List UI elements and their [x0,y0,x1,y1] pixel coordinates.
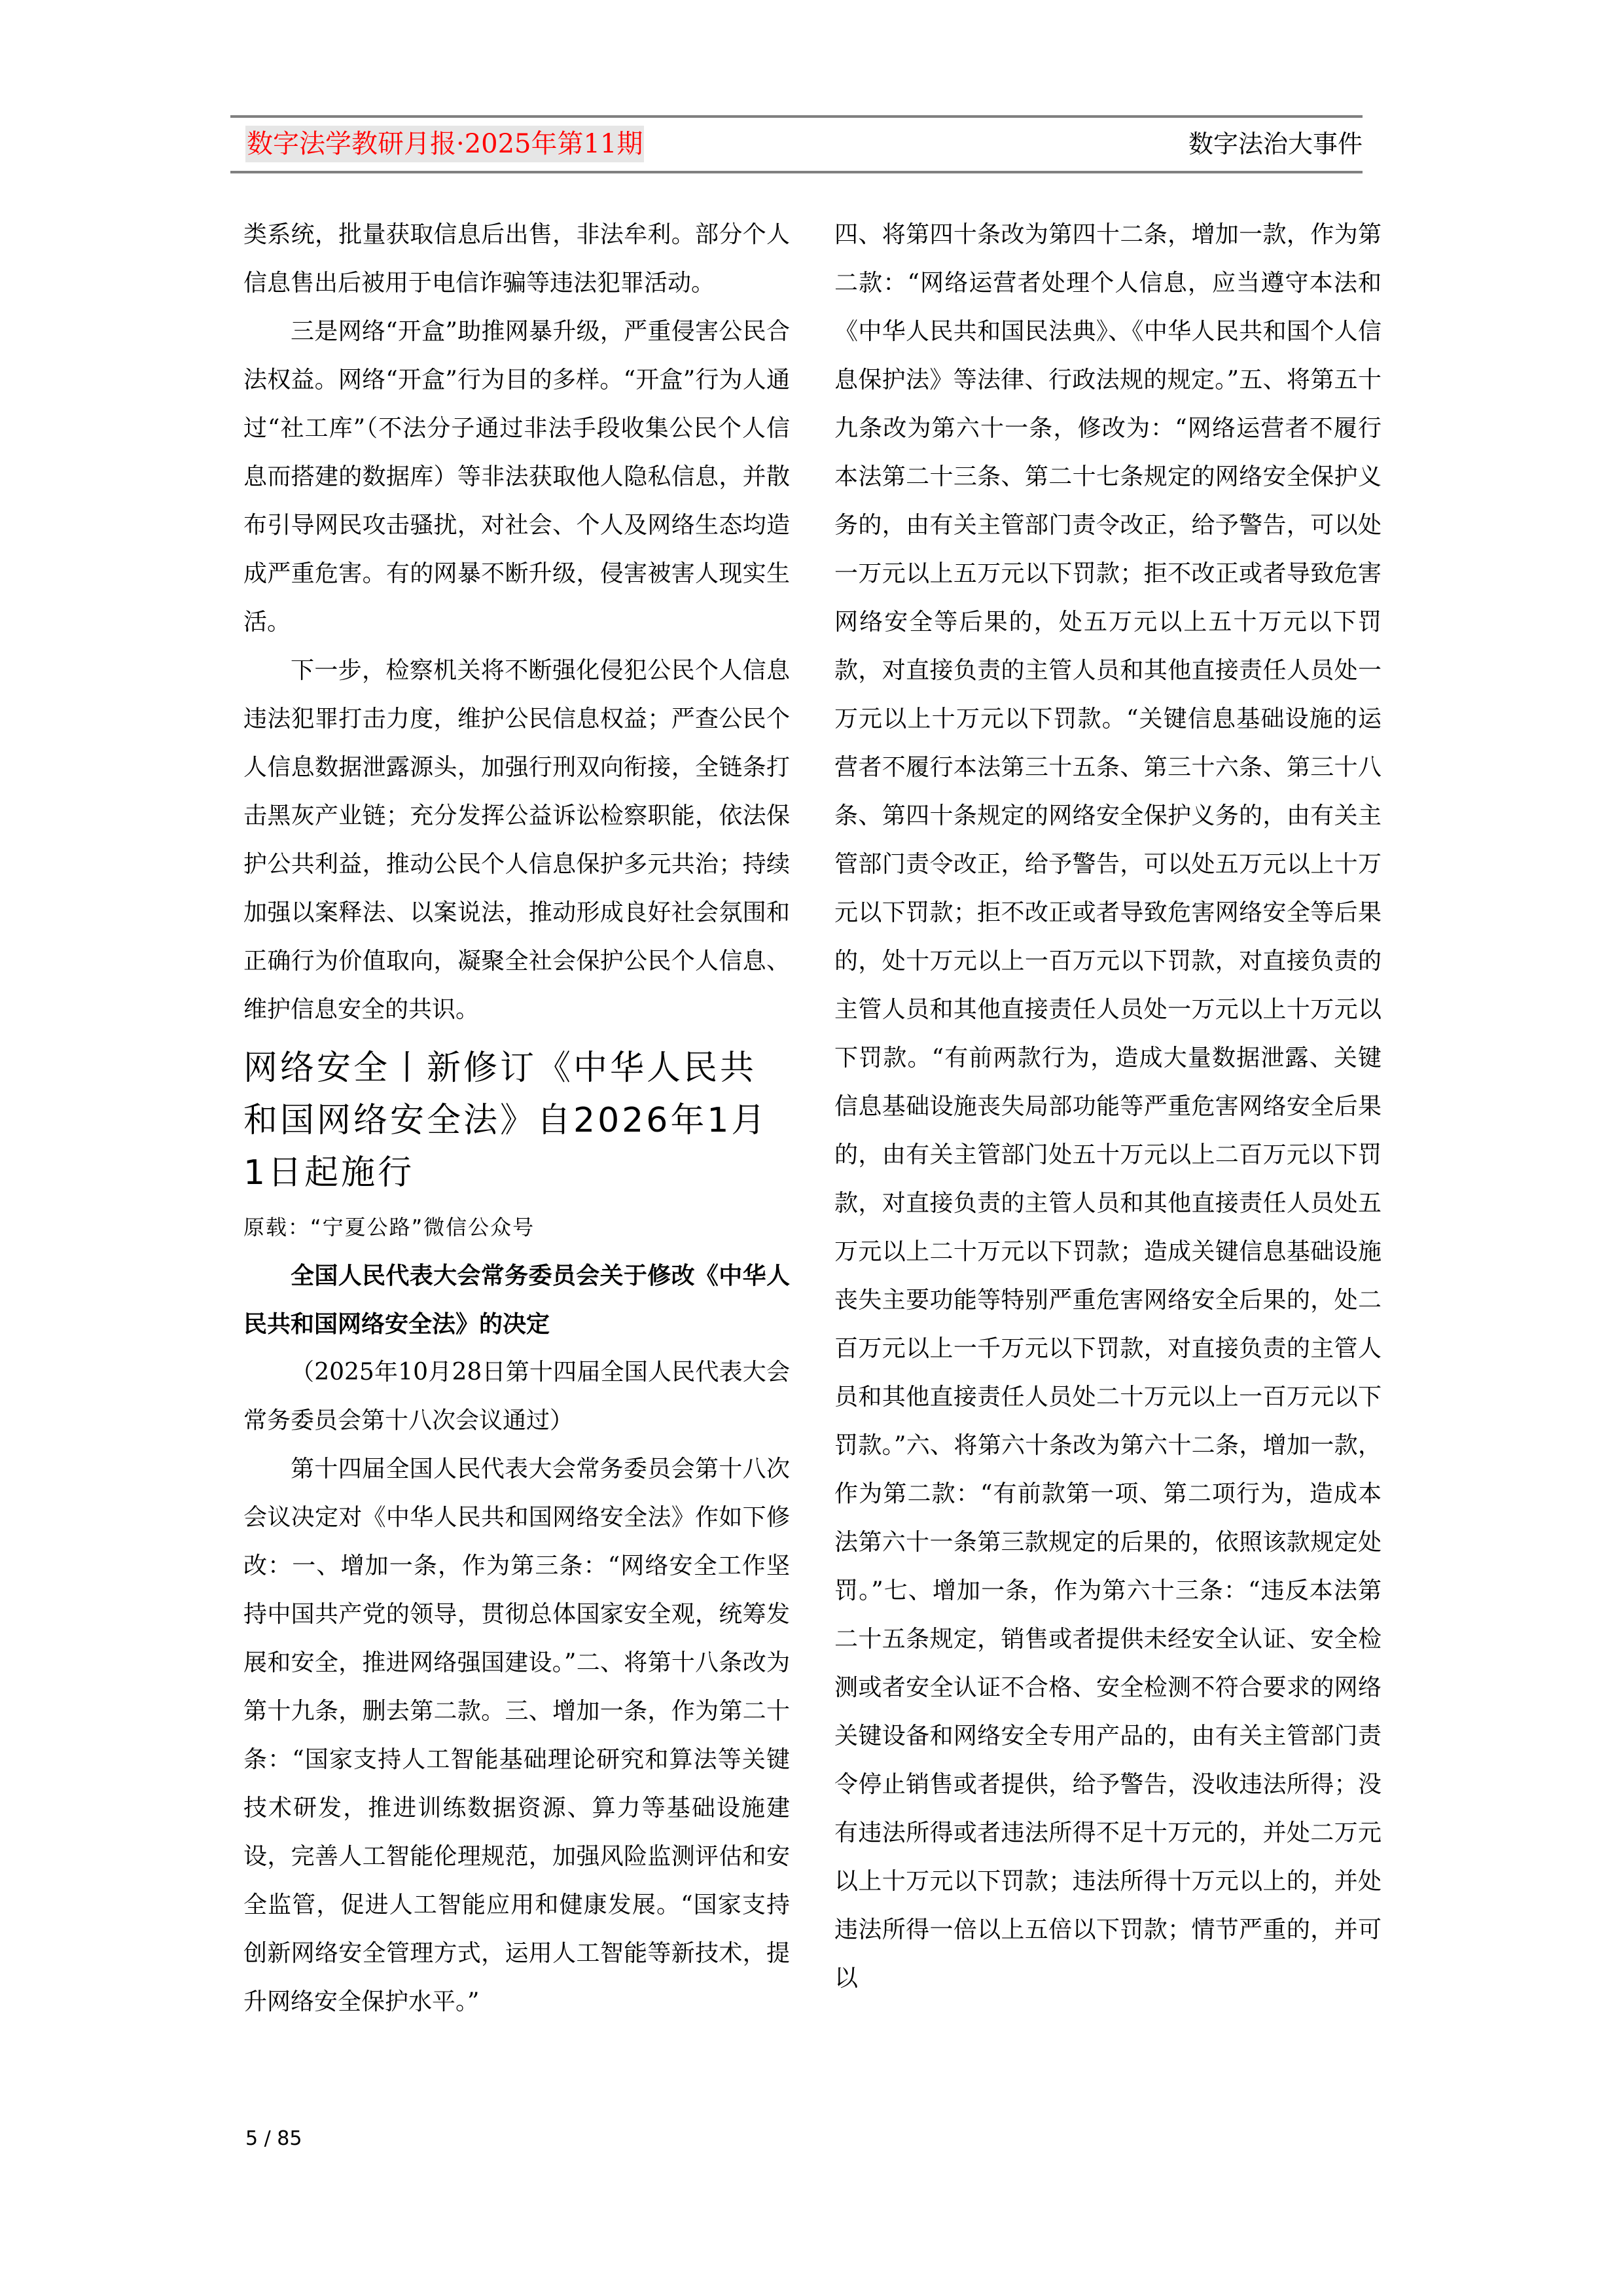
article-source: 原载：“宁夏公路”微信公众号 [243,1215,535,1240]
paragraph: 三是网络“开盒”助推网暴升级，严重侵害公民合法权益。网络“开盒”行为目的多样。“开盒”行为人通过“社工库”（不法分子通过非法手段收集公民个人信息而搭建的数据库）等非法获取他人隐私信息，并散布引导网民攻击骚扰，对社会、个人及网络生态均造成严重危害。有的网暴不断升级，侵害被害人现实生活。 [243,318,790,636]
publication-title: 数字法学教研月报·2025年第11期 [245,126,644,162]
paragraph: 四、将第四十条改为第四十二条，增加一款，作为第二款：“网络运营者处理个人信息，应当遵守本法和《中华人民共和国民法典》、《中华人民共和国个人信息保护法》等法律、行政法规的规定。”五、将第五十九条改为第六十一条，修改为：“网络运营者不履行本法第二十三条、第二十七条规定的网络安全保护义务的，由有关主管部门责令改正，给予警告，可以处一万元以上五万元以下罚款；拒不改正或者导致危害网络安全等后果的，处五万元以上五十万元以下罚款，对直接负责的主管人员和其他直接责任人员处一万元以上十万元以下罚款。“关键信息基础设施的运营者不履行本法第三十五条、第三十六条、第三十八条、第四十条规定的网络安全保护义务的，由有关主管部门责令改正，给予警告，可以处五万元以上十万元以下罚款；拒不改正或者导致危害网络安全等后果的，处十万元以上一百万元以下罚款，对直接负责的主管人员和其他直接责任人员处一万元以上十万元以下罚款。“有前两款行为，造成大量数据泄露、关键信息基础设施丧失局部功能等严重危害网络安全后果的，由有关主管部门处五十万元以上二百万元以下罚款，对直接负责的主管人员和其他直接责任人员处五万元以上二十万元以下罚款；造成关键信息基础设施丧失主要功能等特别严重危害网络安全后果的，处二百万元以上一千万元以下罚款，对直接负责的主管人员和其他直接责任人员处二十万元以上一百万元以下罚款。”六、将第六十条改为第六十二条，增加一款，作为第二款：“有前款第一项、第二项行为，造成本法第六十一条第三款规定的后果的，依照该款规定处罚。”七、增加一条，作为第六十三条：“违反本法第二十五条规定，销售或者提供未经安全认证、安全检测或者安全认证不合格、安全检测不符合要求的网络关键设备和网络安全专用产品的，由有关主管部门责令停止销售或者提供，给予警告，没收违法所得；没有违法所得或者违法所得不足十万元的，并处二万元以上十万元以下罚款；违法所得十万元以上的，并处违法所得一倍以上五倍以下罚款；情节严重的，并可以 [834,221,1382,1992]
article-title: 网络安全丨新修订《中华人民共和国网络安全法》自2026年1月1日起施行 [243,1049,768,1193]
right-column [834,211,1382,2003]
paragraph: 下一步，检察机关将不断强化侵犯公民个人信息违法犯罪打击力度，维护公民信息权益；严查公民个人信息数据泄露源头，加强行刑双向衔接，全链条打击黑灰产业链；充分发挥公益诉讼检察职能，依法保护公共利益，推动公民个人信息保护多元共治；持续加强以案释法、以案说法，推动形成良好社会氛围和正确行为价值取向，凝聚全社会保护公民个人信息、维护信息安全的共识。 [243,657,790,1023]
decision-note: （2025年10月28日第十四届全国人民代表大会常务委员会第十八次会议通过） [243,1359,790,1434]
left-column [243,211,790,2026]
section-title: 数字法治大事件 [1188,130,1363,158]
header-top-rule [230,115,1363,118]
header-bottom-rule [230,171,1363,173]
decision-title: 全国人民代表大会常务委员会关于修改《中华人民共和国网络安全法》的决定 [243,1262,790,1338]
page-number: 5 / 85 [245,2127,302,2150]
paragraph: 第十四届全国人民代表大会常务委员会第十八次会议决定对《中华人民共和国网络安全法》作如下修改：一、增加一条，作为第三条：“网络安全工作坚持中国共产党的领导，贯彻总体国家安全观，统筹发展和安全，推进网络强国建设。”二、将第十八条改为第十九条，删去第二款。三、增加一条，作为第二十条：“国家支持人工智能基础理论研究和算法等关键技术研发，推进训练数据资源、算力等基础设施建设，完善人工智能伦理规范，加强风险监测评估和安全监管，促进人工智能应用和健康发展。“国家支持创新网络安全管理方式，运用人工智能等新技术，提升网络安全保护水平。” [243,1456,790,2015]
paragraph: 类系统，批量获取信息后出售，非法牟利。部分个人信息售出后被用于电信诈骗等违法犯罪活动。 [243,221,790,296]
